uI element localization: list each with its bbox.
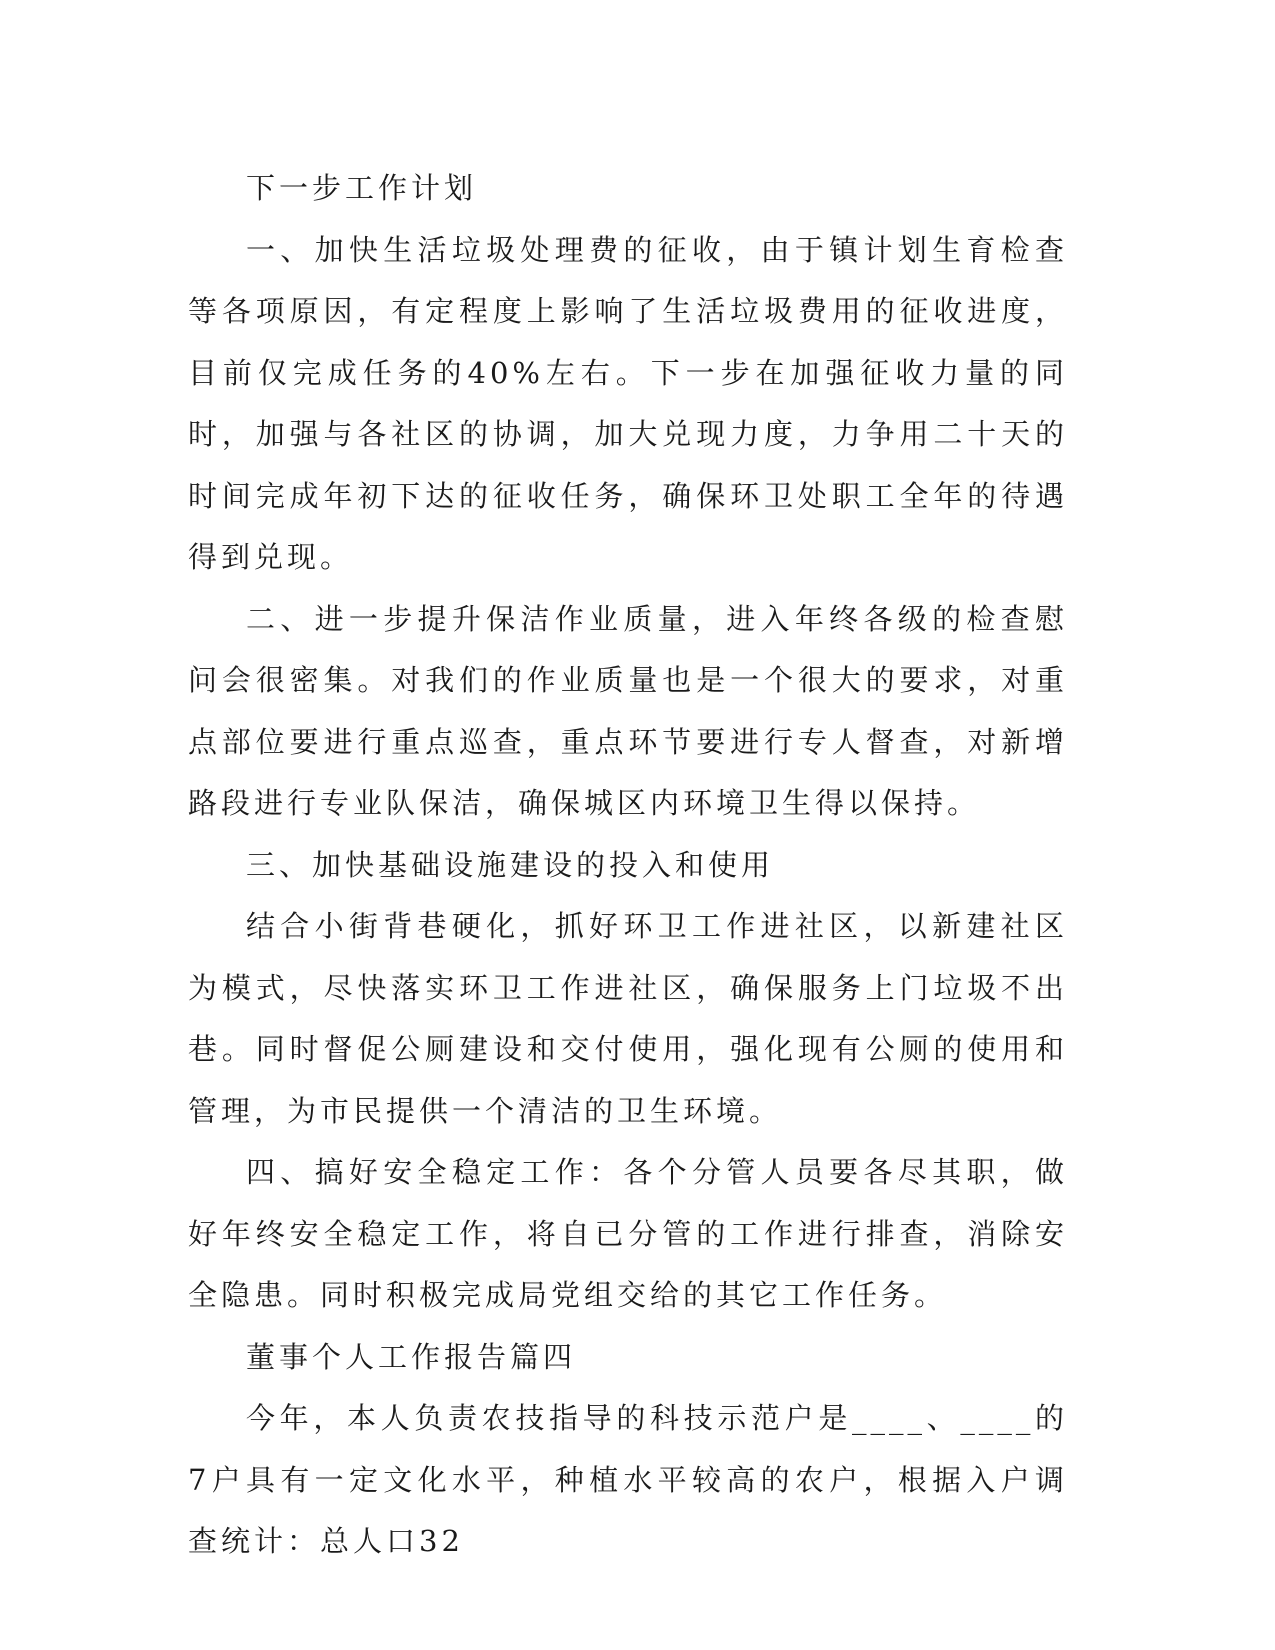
paragraph-item-2: 二、进一步提升保洁作业质量，进入年终各级的检查慰问会很密集。对我们的作业质量也是一个很大的要求，对重点部位要进行重点巡查，重点环节要进行专人督查，对新增路段进行专业队保洁，确保城区内环境卫生得以保持。 xyxy=(188,601,1068,820)
paragraph-section-title: 董事个人工作报告篇四 xyxy=(246,1339,577,1374)
paragraph-heading-next-steps: 下一步工作计划 xyxy=(246,171,478,205)
paragraph-item-4: 四、搞好安全稳定工作：各个分管人员要各尽其职，做好年终安全稳定工作，将自已分管的工作进行排查，消除安全隐患。同时积极完成局党组交给的其它工作任务。 xyxy=(188,1155,1068,1312)
paragraph-item-3-body: 结合小街背巷硬化，抓好环卫工作进社区，以新建社区为模式，尽快落实环卫工作进社区，确保服务上门垃圾不出巷。同时督促公厕建设和交付使用，强化现有公厕的使用和管理，为市民提供一个清洁的卫生环境。 xyxy=(188,909,1068,1128)
paragraph-item-1: 一、加快生活垃圾处理费的征收，由于镇计划生育检查等各项原因，有定程度上影响了生活垃圾费用的征收进度，目前仅完成任务的40%左右。下一步在加强征收力量的同时，加强与各社区的协调，加大兑现力度，力争用二十天的时间完成年初下达的征收任务，确保环卫处职工全年的待遇得到兑现。 xyxy=(188,232,1068,574)
document-body xyxy=(188,158,1068,1573)
paragraph-item-3-heading: 三、加快基础设施建设的投入和使用 xyxy=(246,847,775,882)
paragraph-report-intro: 今年，本人负责农技指导的科技示范户是____、____的7户具有一定文化水平，种植水平较高的农户，根据入户调查统计：总人口32 xyxy=(188,1401,1068,1558)
